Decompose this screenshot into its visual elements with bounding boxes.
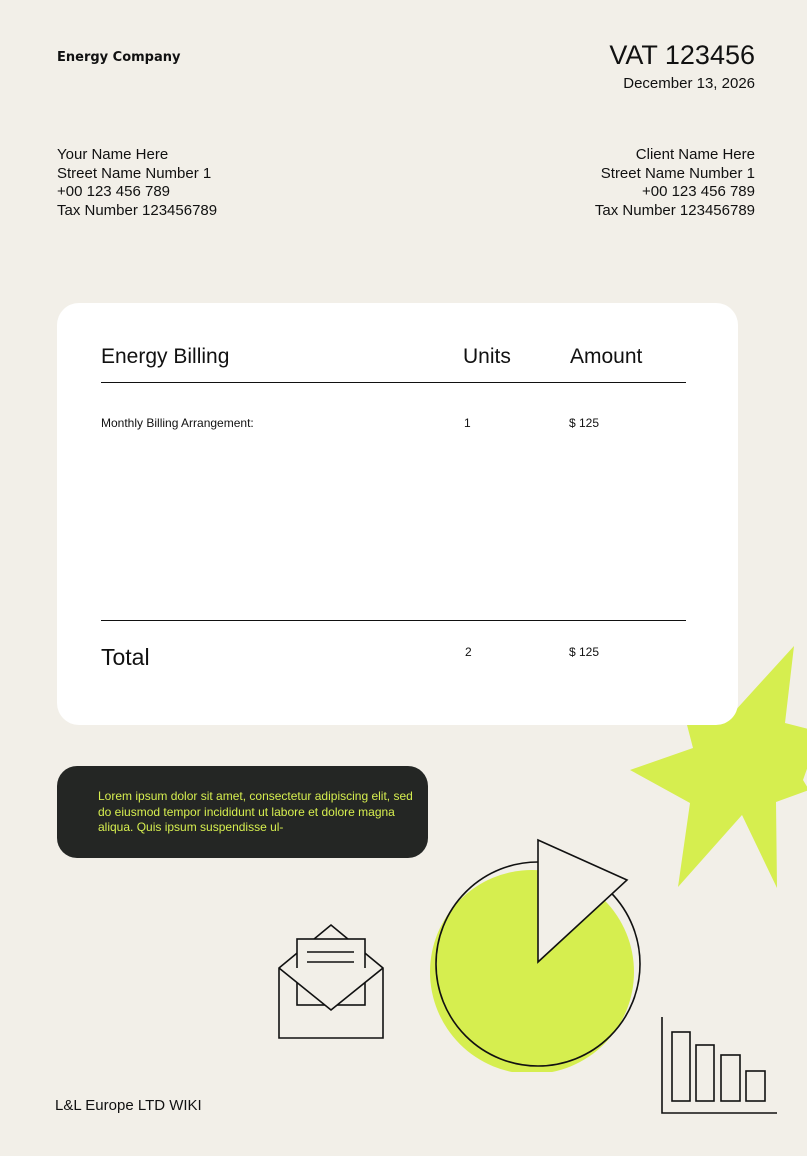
vat-number: VAT 123456 xyxy=(609,40,755,70)
bar-chart-icon xyxy=(658,1014,780,1116)
client-phone: +00 123 456 789 xyxy=(641,183,755,200)
row-description: Monthly Billing Arrangement: xyxy=(101,416,254,430)
footer-text: L&L Europe LTD WIKI xyxy=(55,1097,202,1114)
sender-street: Street Name Number 1 xyxy=(57,164,212,182)
envelope-icon xyxy=(276,922,386,1042)
note-text: Lorem ipsum dolor sit amet, consectetur adipiscing elit, sed do eiusmod tempor incididunt ut labore et dolore magna aliqua. Quis ipsum suspendisse ul- xyxy=(98,789,413,834)
sender-tax: Tax Number 123456789 xyxy=(57,201,218,219)
header-divider xyxy=(101,382,686,383)
client-street: Street Name Number 1 xyxy=(600,164,755,182)
billing-card xyxy=(57,303,738,725)
total-amount: $ 125 xyxy=(569,645,600,659)
invoice-date: December 13, 2026 xyxy=(623,75,755,92)
total-label: Total xyxy=(101,644,150,670)
header-description: Energy Billing xyxy=(101,345,230,368)
sender-name: Your Name Here xyxy=(57,146,169,163)
total-units: 2 xyxy=(465,645,472,659)
client-name: Client Name Here xyxy=(635,146,755,163)
header-units: Units xyxy=(463,345,511,368)
row-units: 1 xyxy=(464,416,471,430)
company-name: Energy Company xyxy=(57,50,181,65)
note-box xyxy=(57,766,428,858)
header-amount: Amount xyxy=(570,345,643,368)
row-amount: $ 125 xyxy=(569,416,600,430)
sender-phone: +00 123 456 789 xyxy=(57,183,171,200)
total-divider xyxy=(101,620,686,621)
client-tax: Tax Number 123456789 xyxy=(594,201,755,219)
pie-chart-icon xyxy=(422,832,647,1072)
